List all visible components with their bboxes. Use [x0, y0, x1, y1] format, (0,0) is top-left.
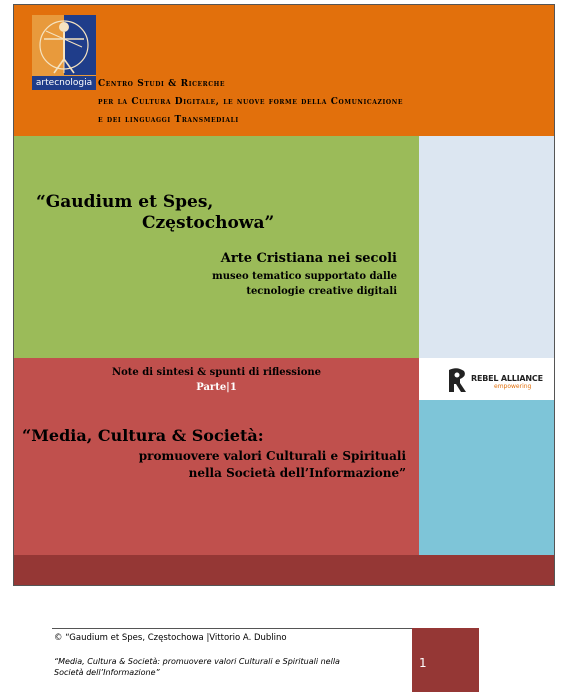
media-title: “Media, Cultura & Società:	[22, 426, 264, 445]
header-line-2: per la Cultura Digitale, le nuove forme della Comunicazione	[98, 97, 404, 107]
teal-panel	[419, 400, 554, 555]
rebel-alliance-logo-icon	[446, 367, 468, 395]
title-line-1: “Gaudium et Spes,	[36, 192, 214, 212]
part-label: Parte|1	[196, 382, 237, 393]
footer-doc-title-line-2: Società dell’Informazione”	[54, 668, 160, 677]
footer-doc-title-line-1: “Media, Cultura & Società: promuovere valori Culturali e Spirituali nella	[54, 657, 340, 666]
bottom-band	[14, 555, 554, 586]
green-panel	[14, 136, 419, 358]
logo-wordmark: artecnologia	[32, 76, 96, 90]
description-line-2: tecnologie creative digitali	[246, 286, 397, 297]
header-line-3: e dei linguaggi Transmediali	[98, 115, 239, 125]
sponsor-name: REBEL ALLIANCE	[471, 374, 543, 383]
header-line-1: Centro Studi & Ricerche	[98, 79, 226, 89]
footer-copyright: © “Gaudium et Spes, Częstochowa |Vittorio A. Dublino	[54, 633, 287, 643]
cover-page	[13, 4, 555, 586]
subtitle: Arte Cristiana nei secoli	[220, 251, 397, 266]
media-subtitle-line-1: promuovere valori Culturali e Spirituali	[138, 449, 406, 463]
title-line-2: Częstochowa”	[142, 213, 275, 233]
page-number: 1	[419, 656, 427, 670]
sponsor-tagline: empowering	[494, 383, 532, 390]
media-subtitle-line-2: nella Società dell’Informazione”	[188, 466, 406, 480]
note-heading: Note di sintesi & spunti di riflessione	[111, 367, 322, 378]
description-line-1: museo tematico supportato dalle	[212, 271, 397, 282]
light-blue-panel	[419, 136, 554, 358]
footer-divider	[52, 628, 412, 629]
